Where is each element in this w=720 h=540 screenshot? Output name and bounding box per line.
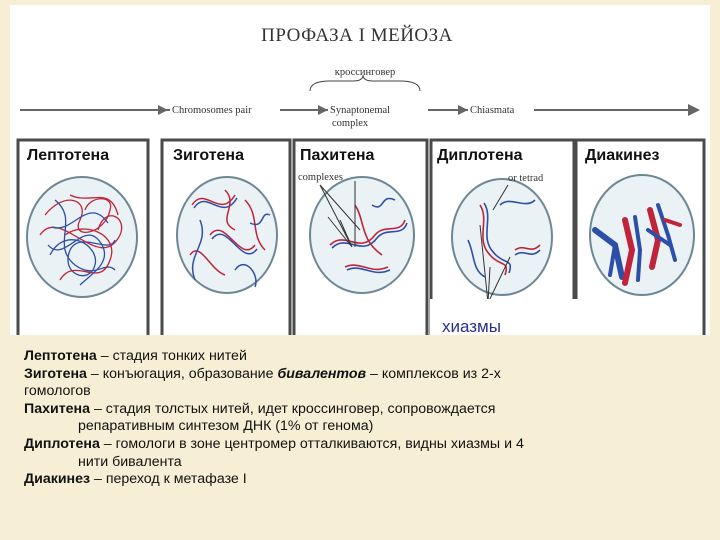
complexes-label: complexes <box>298 172 343 183</box>
definition-text: – переход к метафазе I <box>90 471 247 488</box>
arrow-label-synaptonemal: Synaptonemal <box>330 105 391 116</box>
definition-pachytene <box>24 401 704 436</box>
stage-label-diplotene: Диплотена <box>437 147 523 164</box>
timeline-arrowhead <box>688 104 700 116</box>
definition-text: – стадия тонких нитей <box>96 348 247 364</box>
definition-continuation: гомологов <box>24 383 91 400</box>
cell-pachytene <box>298 172 414 293</box>
cell-zygotene <box>177 177 277 293</box>
arrow-label-chromosomes-pair: Chromosomes pair <box>172 105 252 116</box>
arrow-label-complex: complex <box>332 118 369 129</box>
definition-emphasis: бивалентов <box>277 365 367 382</box>
definition-term: Пахитена <box>24 400 90 417</box>
definition-continuation: репаративным синтезом ДНК (1% от генома) <box>78 418 374 435</box>
definition-leptotene <box>24 348 704 366</box>
cell-diakinesis <box>590 175 694 295</box>
figure-title: ПРОФАЗА I МЕЙОЗА <box>261 25 453 46</box>
definitions-list <box>24 348 704 489</box>
definition-continuation: нити бивалента <box>78 453 182 470</box>
definition-term: Лептотена <box>24 348 97 364</box>
definition-term: Зиготена <box>24 365 87 382</box>
stage-label-pachytene: Пахитена <box>300 147 375 164</box>
cell-leptotene <box>27 177 137 297</box>
tetrad-label: or tetrad <box>508 173 544 184</box>
arrow-label-chiasmata: Chiasmata <box>470 105 515 116</box>
definition-text: – гомологи в зоне центромер отталкиваются, видны хиазмы и 4 <box>99 435 524 452</box>
definition-diplotene <box>24 436 704 471</box>
definition-term: Диакинез <box>24 471 91 488</box>
cell-diplotene <box>452 173 552 303</box>
prophase-diagram <box>10 5 710 335</box>
definition-text: – комплексов из 2-х <box>366 365 501 382</box>
definition-zygotene <box>24 366 704 401</box>
stage-label-diakinesis: Диакинез <box>585 147 660 164</box>
stage-label-zygotene: Зиготена <box>173 147 244 164</box>
definition-text: – конъюгация, образование <box>86 365 278 382</box>
figure <box>10 5 710 335</box>
chiasma-label: хиазмы <box>442 317 501 335</box>
definition-text: – стадия толстых нитей, идет кроссинговер, сопровождается <box>90 400 496 417</box>
crossing-over-label: кроссинговер <box>334 67 396 78</box>
definition-diakinesis <box>24 471 704 489</box>
definition-term: Диплотена <box>24 435 100 452</box>
stage-label-leptotene: Лептотена <box>27 147 110 164</box>
